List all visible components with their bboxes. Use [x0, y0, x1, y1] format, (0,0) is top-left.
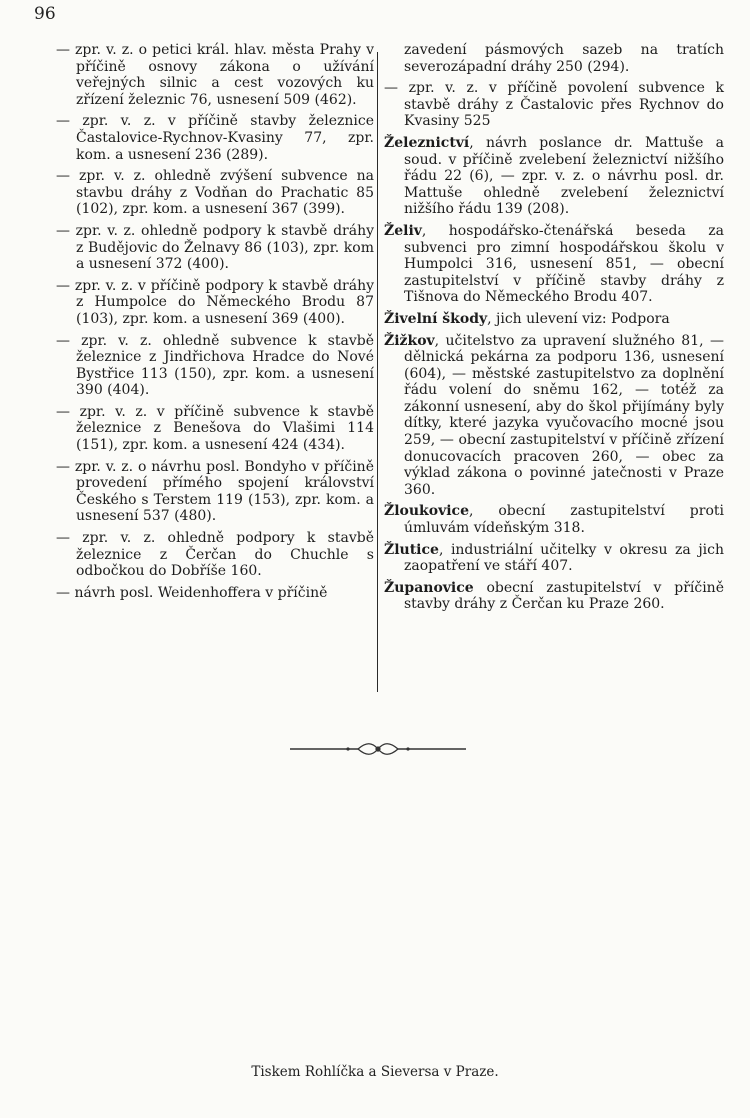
index-entry [384, 542, 724, 575]
printer-imprint: Tiskem Rohlíčka a Sieversa v Praze. [251, 1064, 499, 1080]
index-entry [384, 42, 724, 75]
index-entry: — zpr. v. z. v příčině podpory k stavbě dráhy z Humpolce do Německého Brodu 87 (103), zpr. kom. a usnesení 369 (400). [56, 277, 374, 327]
index-headword: Živelní škody [384, 310, 488, 327]
index-entry: — zpr. v. z. ohledně subvence k stavbě železnice z Jindřichova Hradce do Nové Bystřice 113 (150), zpr. kom. a usnesení 390 (404). [56, 332, 374, 399]
index-entry-text: , učitelstvo za upravení služného 81, — dělnická pekárna za podporu 136, usnesení (604), — městské zastupitelstvo za doplnění řádu volení do sněmu 162, — totéž za zákonní usnesení, aby do škol přijímány byly dítky, které jazyka vyučovacího mocné jsou 259, — obecní zastupitelství v příčině zřízení donucovacích pracoven 260, — obec za výklad zákona o povinné jatečnosti v Praze 360. [404, 332, 724, 498]
index-entry [384, 333, 724, 499]
column-divider [377, 52, 378, 692]
index-entry-text: obecní zastupitelství v příčině stavby dráhy z Čerčan ku Praze 260. [404, 579, 724, 613]
left-column [56, 42, 374, 606]
index-entry-text: zavedení pásmových sazeb na tratích severozápadní dráhy 250 (294). [404, 42, 724, 75]
index-entry-text: , hospodářsko-čtenářská beseda za subvenci pro zimní hospodářskou školu v Humpolci 316, usnesení 851, — obecní zastupitelství v příčině stavby dráhy z Tišnova do Německého Brodu 407. [404, 222, 724, 306]
index-entry [384, 503, 724, 536]
ornament-divider-icon [288, 738, 468, 760]
index-entry: — zpr. v. z. ohledně zvýšení subvence na stavbu dráhy z Vodňan do Prachatic 85 (102), zpr. kom. a usnesení 367 (399). [56, 168, 374, 218]
index-entry: — zpr. v. z. v příčině subvence k stavbě železnice z Benešova do Vlašimi 114 (151), zpr. kom. a usnesení 424 (434). [56, 403, 374, 454]
index-headword: Županovice [384, 579, 474, 596]
right-column [384, 42, 724, 618]
index-entry [384, 223, 724, 306]
index-entry-text: — zpr. v. z. v příčině povolení subvence k stavbě dráhy z Častalovic přes Rychnov do Kvasiny 525 [384, 80, 724, 130]
index-entry: — zpr. v. z. o návrhu posl. Bondyho v příčině provedení přímého spojení království Českého s Terstem 119 (153), zpr. kom. a usnesení 537 (480). [56, 458, 374, 525]
index-entry-text: , industriální učitelky v okresu za jich zaopatření ve stáří 407. [404, 541, 724, 575]
index-entry [384, 580, 724, 613]
index-entry [384, 135, 724, 218]
index-headword: Žloukovice [384, 503, 469, 520]
page-number: 96 [34, 4, 56, 24]
index-entry-text: , jich ulevení viz: Podpora [487, 310, 670, 327]
index-headword: Železnictví [384, 134, 470, 151]
index-headword: Želiv [384, 222, 422, 239]
index-columns [56, 42, 726, 702]
index-entry-text: , obecní zastupitelství proti úmluvám vídeňským 318. [404, 503, 724, 537]
index-entry-text: , návrh poslance dr. Mattuše a soud. v příčině zvelebení železnictví nižšího řádu 22 (6), — zpr. v. z. o návrhu posl. dr. Mattuše ohledně zvelebení železnictví nižšího řádu 139 (208). [404, 134, 724, 218]
index-entry [384, 80, 724, 130]
index-headword: Žižkov [384, 332, 435, 349]
index-headword: Žlutice [384, 541, 439, 558]
index-entry: — zpr. v. z. o petici král. hlav. města Prahy v příčině osnovy zákona o užívání veřejných silnic a cest vozových ku zřízení železnic 76, usnesení 509 (462). [56, 42, 374, 108]
index-entry: — zpr. v. z. v příčině stavby železnice Častalovice-Rychnov-Kvasiny 77, zpr. kom. a usnesení 236 (289). [56, 113, 374, 163]
index-entry: — zpr. v. z. ohledně podpory k stavbě železnice z Čerčan do Chuchle s odbočkou do Dobříše 160. [56, 530, 374, 580]
index-entry [384, 311, 724, 328]
index-entry: — zpr. v. z. ohledně podpory k stavbě dráhy z Budějovic do Želnavy 86 (103), zpr. kom a usnesení 372 (400). [56, 222, 374, 273]
index-entry: — návrh posl. Weidenhoffera v příčině [56, 584, 328, 601]
